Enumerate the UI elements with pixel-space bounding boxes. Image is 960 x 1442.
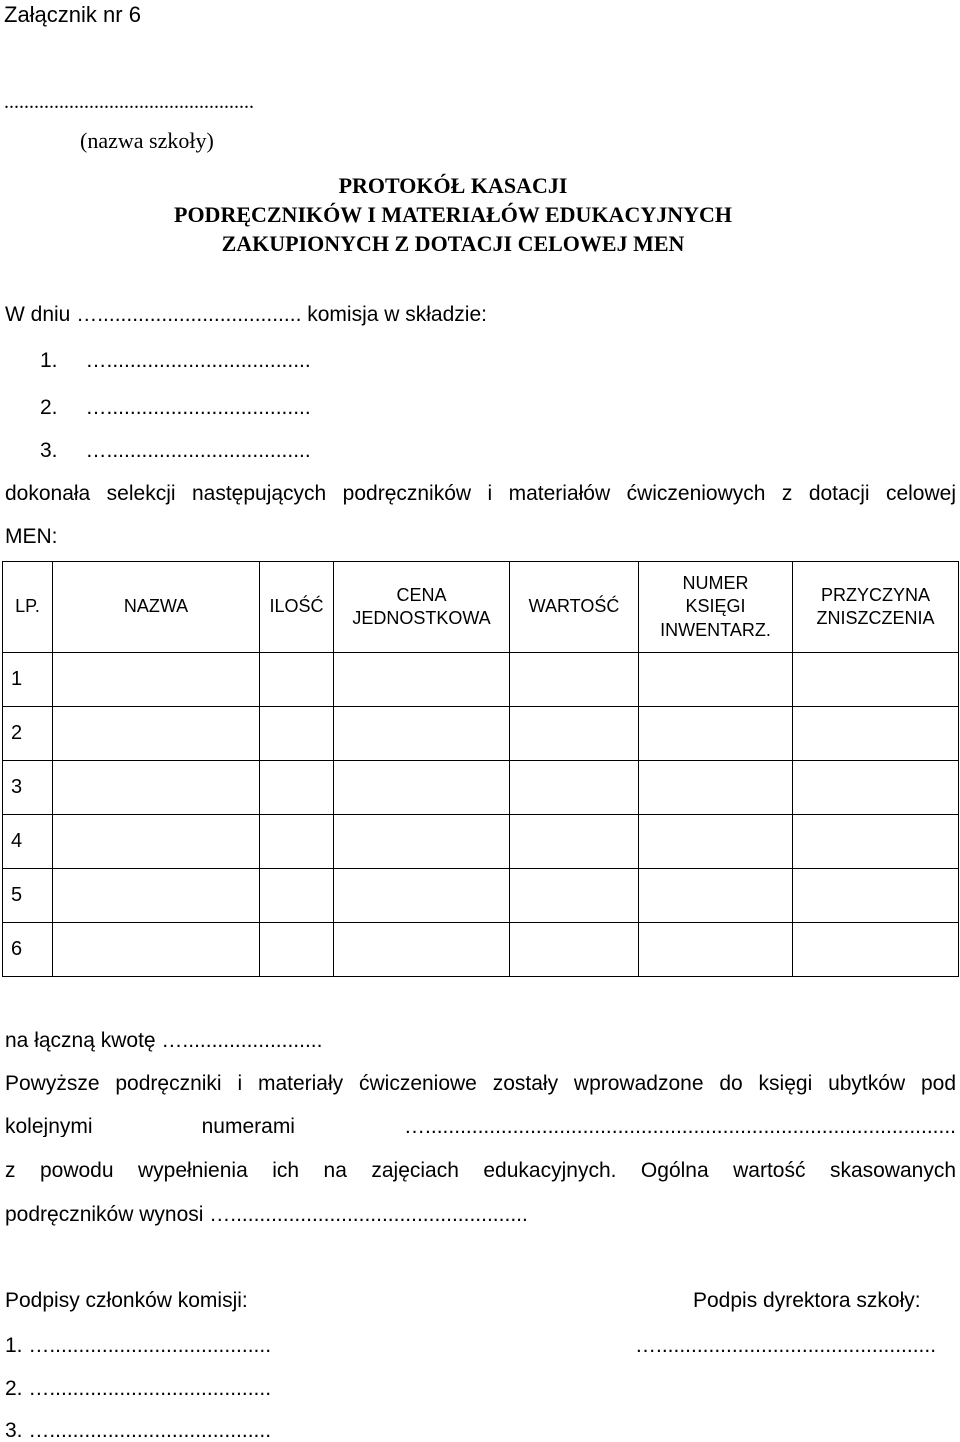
- inventory-number-cell[interactable]: [639, 815, 793, 869]
- unit-price-cell[interactable]: [334, 707, 510, 761]
- value-cell[interactable]: [510, 707, 639, 761]
- member-number: 1.: [40, 349, 58, 372]
- member-number: 3.: [40, 439, 58, 462]
- quantity-cell[interactable]: [260, 869, 334, 923]
- committee-member-3: [40, 440, 311, 461]
- table-row: [3, 869, 959, 923]
- value-cell[interactable]: [510, 869, 639, 923]
- summary-paragraph-line-3: z powodu wypełnienia ich na zajęciach edukacyjnych. Ogólna wartość skasowanych: [5, 1159, 956, 1182]
- name-cell[interactable]: [53, 869, 260, 923]
- column-header-inventory-number: NUMER KSIĘGI INWENTARZ.: [639, 562, 793, 653]
- name-cell[interactable]: [53, 923, 260, 977]
- value-cell[interactable]: [510, 815, 639, 869]
- inventory-number-cell[interactable]: [639, 869, 793, 923]
- value-cell[interactable]: [510, 653, 639, 707]
- quantity-cell[interactable]: [260, 707, 334, 761]
- row-number: 6: [3, 923, 53, 977]
- reason-cell[interactable]: [793, 653, 959, 707]
- member-dots: …...................................: [85, 349, 311, 372]
- quantity-cell[interactable]: [260, 653, 334, 707]
- selection-statement-continued: MEN:: [5, 525, 58, 548]
- table-row: [3, 815, 959, 869]
- signature-line-2: 2. …......................................: [5, 1377, 272, 1400]
- member-number: 2.: [40, 396, 58, 419]
- summary-paragraph-line-1: Powyższe podręczniki i materiały ćwiczeniowe zostały wprowadzone do księgi ubytków pod: [5, 1072, 956, 1095]
- selection-statement: dokonała selekcji następujących podręczników i materiałów ćwiczeniowych z dotacji celowej: [5, 482, 956, 505]
- signature-line-3: 3. …......................................: [5, 1419, 272, 1442]
- row-number: 4: [3, 815, 53, 869]
- value-cell[interactable]: [510, 761, 639, 815]
- table-row: [3, 761, 959, 815]
- committee-signatures-label: Podpisy członków komisji:: [5, 1289, 248, 1312]
- inventory-number-cell[interactable]: [639, 653, 793, 707]
- school-name-placeholder: ..................................................: [4, 91, 254, 113]
- member-dots: …...................................: [85, 439, 311, 462]
- row-number: 1: [3, 653, 53, 707]
- table-row: [3, 923, 959, 977]
- member-dots: …...................................: [85, 396, 311, 419]
- summary-paragraph-line-2: kolejnymi numerami …...........................................................................................: [5, 1116, 956, 1137]
- attachment-label: Załącznik nr 6: [4, 2, 141, 27]
- inventory-number-cell[interactable]: [639, 707, 793, 761]
- unit-price-cell[interactable]: [334, 923, 510, 977]
- reason-cell[interactable]: [793, 707, 959, 761]
- row-number: 2: [3, 707, 53, 761]
- reason-cell[interactable]: [793, 761, 959, 815]
- document-title-line-1: PROTOKÓŁ KASACJI: [338, 173, 568, 198]
- total-amount-line: na łączną kwotę …........................: [5, 1029, 323, 1052]
- school-name-caption: (nazwa szkoły): [80, 128, 214, 153]
- column-header-lp: LP.: [3, 562, 53, 653]
- table-row: [3, 653, 959, 707]
- table-row: [3, 707, 959, 761]
- textbook-table: [2, 561, 959, 977]
- value-cell[interactable]: [510, 923, 639, 977]
- director-signature-line: …................................................: [635, 1334, 937, 1357]
- table-header-row: [3, 562, 959, 653]
- quantity-cell[interactable]: [260, 815, 334, 869]
- document-title-line-2: PODRĘCZNIKÓW I MATERIAŁÓW EDUKACYJNYCH: [174, 202, 732, 227]
- quantity-cell[interactable]: [260, 923, 334, 977]
- director-signature-label: Podpis dyrektora szkoły:: [693, 1289, 921, 1312]
- name-cell[interactable]: [53, 707, 260, 761]
- document-title-line-3: ZAKUPIONYCH Z DOTACJI CELOWEJ MEN: [221, 231, 685, 256]
- column-header-name: NAZWA: [53, 562, 260, 653]
- unit-price-cell[interactable]: [334, 761, 510, 815]
- row-number: 5: [3, 869, 53, 923]
- reason-cell[interactable]: [793, 869, 959, 923]
- reason-cell[interactable]: [793, 815, 959, 869]
- inventory-number-cell[interactable]: [639, 923, 793, 977]
- reason-cell[interactable]: [793, 923, 959, 977]
- unit-price-cell[interactable]: [334, 653, 510, 707]
- column-header-unit-price: CENA JEDNOSTKOWA: [334, 562, 510, 653]
- unit-price-cell[interactable]: [334, 869, 510, 923]
- signature-line-1: 1. …......................................: [5, 1334, 272, 1357]
- row-number: 3: [3, 761, 53, 815]
- name-cell[interactable]: [53, 815, 260, 869]
- summary-paragraph-line-4: podręczników wynosi …...................................................: [5, 1203, 528, 1226]
- column-header-quantity: ILOŚĆ: [260, 562, 334, 653]
- committee-member-2: [40, 397, 311, 418]
- name-cell[interactable]: [53, 761, 260, 815]
- unit-price-cell[interactable]: [334, 815, 510, 869]
- date-line: W dniu …................................... komisja w składzie:: [5, 303, 487, 326]
- inventory-number-cell[interactable]: [639, 761, 793, 815]
- column-header-value: WARTOŚĆ: [510, 562, 639, 653]
- name-cell[interactable]: [53, 653, 260, 707]
- quantity-cell[interactable]: [260, 761, 334, 815]
- column-header-reason: PRZYCZYNA ZNISZCZENIA: [793, 562, 959, 653]
- committee-member-1: [40, 350, 311, 371]
